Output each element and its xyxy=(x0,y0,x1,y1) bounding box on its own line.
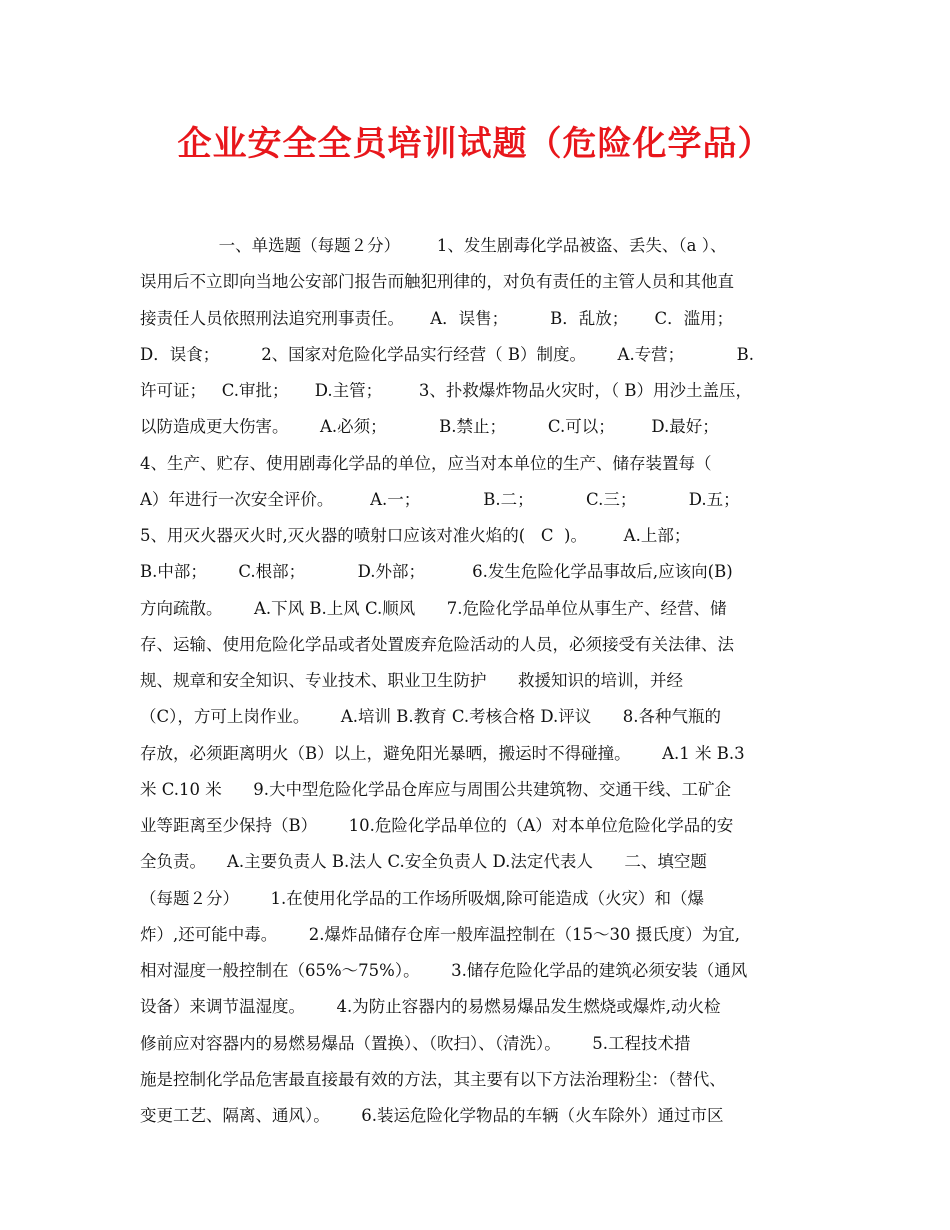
text-line: 一、单选题（每题２分） 1、发生剧毒化学品被盗、丢失、（a ）、 xyxy=(140,236,727,255)
text-line: 规、规章和安全知识、专业技术、职业卫生防护 救援知识的培训，并经 xyxy=(140,671,683,690)
text-line: 施是控制化学品危害最直接最有效的方法，其主要有以下方法治理粉尘：（替代、 xyxy=(140,1069,726,1089)
text-line: 4、生产、贮存、使用剧毒化学品的单位，应当对本单位的生产、储存装置每（ xyxy=(140,453,712,473)
text-line: 变更工艺、隔离、通风）。 6.装运危险化学物品的车辆（火车除外）通过市区 xyxy=(140,1106,724,1125)
text-line: 相对湿度一般控制在（65%～75%）。 3.储存危险化学品的建筑必须安装（通风 xyxy=(140,961,748,980)
text-line: 米 C.10 米 9.大中型危险化学品仓库应与周围公共建筑物、交通干线、工矿企 xyxy=(140,779,731,799)
text-line: D．误食； 2、国家对危险化学品实行经营（ B）制度。 A.专营； B. xyxy=(140,344,755,364)
text-line: 存、运输、使用危险化学品或者处置废弃危险活动的人员，必须接受有关法律、法 xyxy=(140,634,734,654)
text-line: B.中部； C.根部； D.外部； 6.发生危险化学品事故后,应该向(B) xyxy=(140,562,733,582)
text-line: 业等距离至少保持（B） 10.危险化学品单位的（A）对本单位危险化学品的安 xyxy=(140,816,734,835)
text-line: 炸）,还可能中毒。 2.爆炸品储存仓库一般库温控制在（15～30 摄氏度）为宜, xyxy=(140,924,740,944)
text-line: 5、用灭火器灭火时,灭火器的喷射口应该对准火焰的( C )。 A.上部； xyxy=(140,526,691,545)
text-line: A）年进行一次安全评价。 A.一； B.二； C.三； D.五； xyxy=(140,489,740,509)
text-line: 许可证； C.审批； D.主管； 3、扑救爆炸物品火灾时，（ B）用沙土盖压， xyxy=(140,381,752,400)
document-title: 企业安全全员培训试题（危险化学品） xyxy=(177,124,773,164)
document-body xyxy=(140,228,816,1134)
text-line: 接责任人员依照刑法追究刑事责任。 A．误售； B．乱放； C．滥用； xyxy=(140,308,734,328)
text-line: 设备）来调节温湿度。 4.为防止容器内的易燃易爆品发生燃烧或爆炸,动火检 xyxy=(140,997,721,1017)
text-line: 以防造成更大伤害。 A.必须； B.禁止； C.可以； D.最好； xyxy=(140,417,719,437)
text-line: （C），方可上岗作业。 A.培训 B.教育 C.考核合格 D.评议 8.各种气瓶的 xyxy=(140,707,721,727)
text-line: （每题２分） 1.在使用化学品的工作场所吸烟,除可能造成（火灾）和（爆 xyxy=(140,888,704,908)
text-line: 全负责。 A.主要负责人 B.法人 C.安全负责人 D.法定代表人 二、填空题 xyxy=(140,852,707,872)
text-line: 修前应对容器内的易燃易爆品（置换）、（吹扫）、（清洗）。 5.工程技术措 xyxy=(140,1033,691,1053)
text-line: 存放，必须距离明火（B）以上，避免阳光暴晒，搬运时不得碰撞。 A.1 米 B.3 xyxy=(140,743,745,763)
text-line: 方向疏散。 A.下风 B.上风 C.顺风 7.危险化学品单位从事生产、经营、储 xyxy=(140,598,727,618)
text-line: 误用后不立即向当地公安部门报告而触犯刑律的，对负有责任的主管人员和其他直 xyxy=(140,272,734,292)
